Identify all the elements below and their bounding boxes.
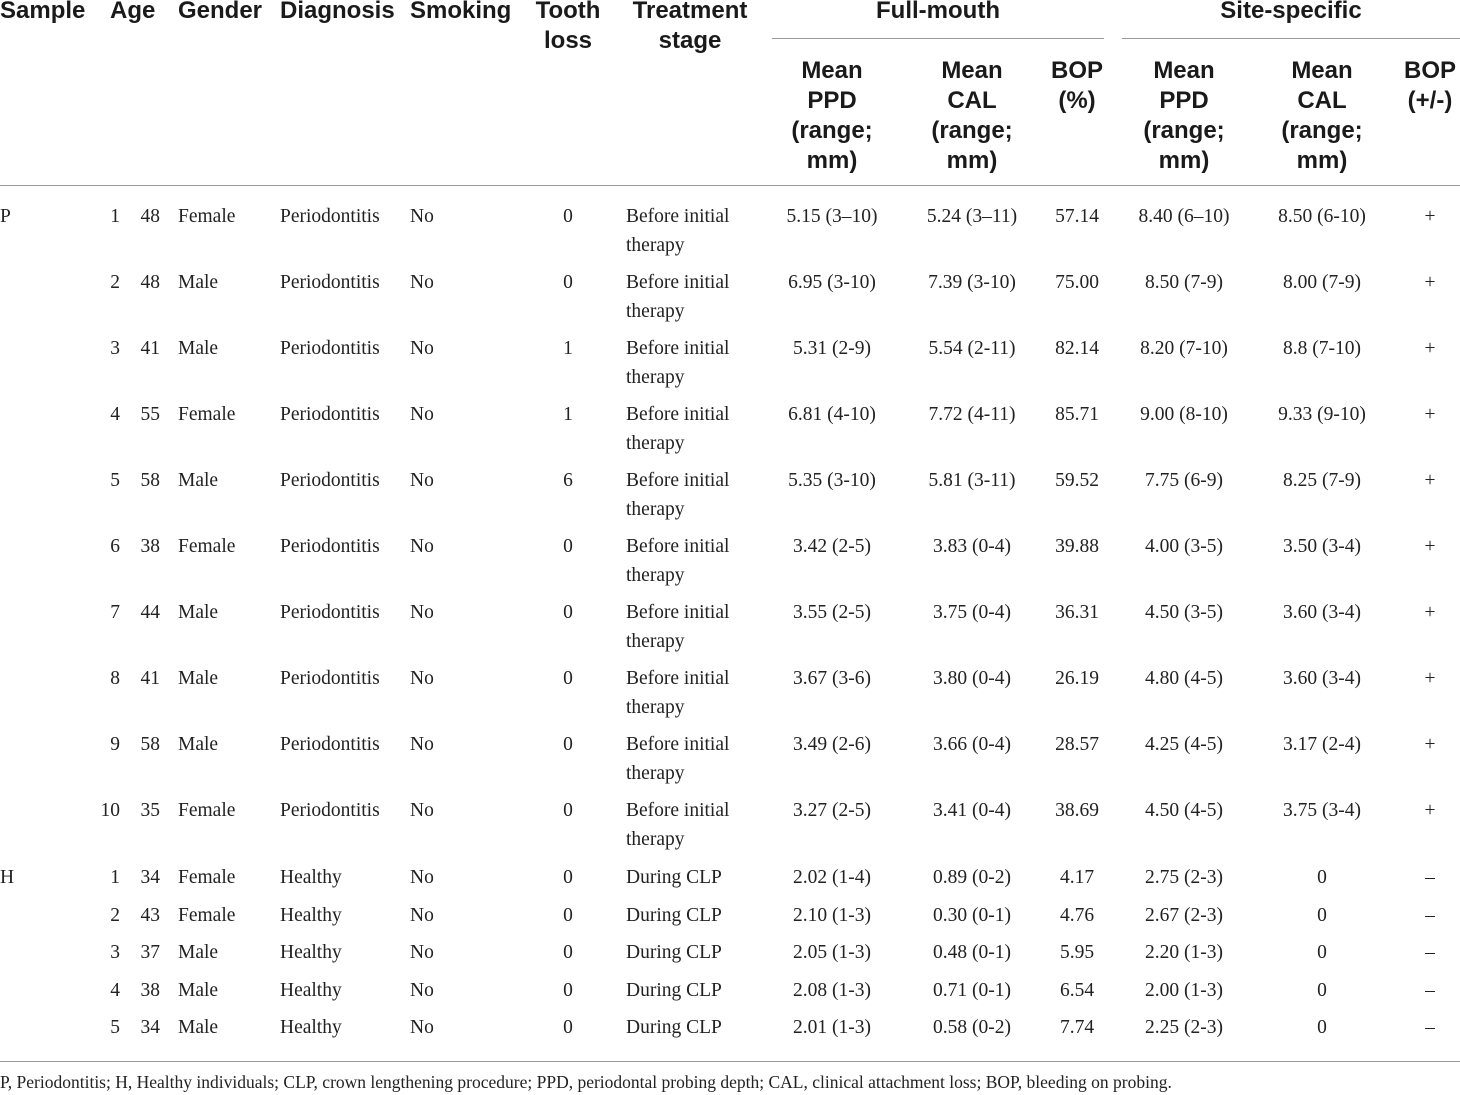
cell-num: 1	[110, 206, 120, 227]
cell-tooth-loss: 0	[563, 206, 573, 227]
cell-smoking: No	[410, 272, 434, 293]
cell-fm-bop: 57.14	[1055, 206, 1099, 227]
cell-stage1: During CLP	[626, 867, 722, 888]
cell-diagnosis: Healthy	[280, 980, 342, 1001]
cell-tooth-loss: 0	[563, 1017, 573, 1038]
header-ss-ppd-line: mm)	[1158, 147, 1210, 174]
header-fm-bop-line: BOP	[1050, 57, 1103, 84]
cell-ss-bop: +	[1424, 272, 1436, 293]
cell-fm-ppd: 2.05 (1-3)	[793, 942, 871, 963]
cell-num: 4	[110, 980, 120, 1001]
cell-fm-ppd: 5.35 (3-10)	[788, 470, 876, 491]
cell-smoking: No	[410, 536, 434, 557]
cell-smoking: No	[410, 668, 434, 689]
cell-tooth-loss: 0	[563, 867, 573, 888]
cell-ss-ppd: 8.40 (6–10)	[1138, 206, 1230, 227]
cell-fm-cal: 0.30 (0-1)	[933, 905, 1011, 926]
cell-ss-ppd: 4.25 (4-5)	[1145, 734, 1223, 755]
cell-stage1: Before initial	[626, 602, 730, 623]
cell-age: 38	[140, 980, 160, 1001]
header-treatment-2: stage	[658, 27, 722, 54]
header-age: Age	[110, 0, 156, 24]
cell-fm-bop: 75.00	[1055, 272, 1099, 293]
cell-ss-cal: 3.17 (2-4)	[1283, 734, 1361, 755]
header-ss-cal-line: CAL	[1297, 87, 1347, 114]
cell-tooth-loss: 0	[563, 536, 573, 557]
cell-stage2: therapy	[626, 499, 685, 520]
cell-ss-ppd: 4.80 (4-5)	[1145, 668, 1223, 689]
cell-fm-bop: 26.19	[1055, 668, 1099, 689]
cell-stage2: therapy	[626, 235, 685, 256]
header-fm-ppd-line: mm)	[806, 147, 858, 174]
cell-tooth-loss: 0	[563, 734, 573, 755]
cell-ss-ppd: 2.67 (2-3)	[1145, 905, 1223, 926]
cell-fm-cal: 3.83 (0-4)	[933, 536, 1011, 557]
cell-fm-cal: 3.41 (0-4)	[933, 800, 1011, 821]
cell-group: H	[0, 867, 15, 888]
header-fm-cal-line: Mean	[941, 57, 1003, 84]
table-bottom-rule	[0, 1061, 1460, 1062]
cell-gender: Female	[178, 905, 236, 926]
cell-ss-ppd: 8.50 (7-9)	[1145, 272, 1223, 293]
cell-ss-bop: +	[1424, 800, 1436, 821]
cell-gender: Female	[178, 536, 236, 557]
header-tooth-loss-2: loss	[543, 27, 593, 54]
cell-diagnosis: Periodontitis	[280, 404, 380, 425]
cell-num: 3	[110, 942, 120, 963]
cell-fm-bop: 4.17	[1059, 867, 1095, 888]
cell-ss-bop: +	[1424, 338, 1436, 359]
cell-ss-ppd: 4.50 (3-5)	[1145, 602, 1223, 623]
cell-stage1: During CLP	[626, 942, 722, 963]
cell-age: 48	[140, 206, 160, 227]
cell-ss-bop: +	[1424, 668, 1436, 689]
cell-group: P	[0, 206, 11, 227]
cell-diagnosis: Healthy	[280, 905, 342, 926]
cell-smoking: No	[410, 867, 434, 888]
cell-ss-cal: 3.60 (3-4)	[1283, 668, 1361, 689]
cell-ss-bop: –	[1425, 905, 1435, 926]
cell-stage1: Before initial	[626, 470, 730, 491]
cell-diagnosis: Periodontitis	[280, 536, 380, 557]
cell-stage1: Before initial	[626, 206, 730, 227]
cell-ss-cal: 0	[1317, 1017, 1327, 1038]
header-ss-bop	[1392, 56, 1460, 116]
cell-ss-ppd: 2.75 (2-3)	[1145, 867, 1223, 888]
header-full-mouth: Full-mouth	[876, 0, 1000, 24]
cell-fm-cal: 5.24 (3–11)	[926, 206, 1018, 227]
cell-ss-bop: +	[1424, 404, 1436, 425]
cell-fm-cal: 0.48 (0-1)	[933, 942, 1011, 963]
cell-smoking: No	[410, 602, 434, 623]
cell-age: 34	[140, 867, 160, 888]
cell-ss-cal: 3.60 (3-4)	[1283, 602, 1361, 623]
cell-ss-cal: 8.00 (7-9)	[1283, 272, 1361, 293]
cell-smoking: No	[410, 905, 434, 926]
cell-num: 9	[110, 734, 120, 755]
cell-ss-bop: –	[1425, 867, 1435, 888]
cell-fm-ppd: 3.27 (2-5)	[793, 800, 871, 821]
cell-diagnosis: Periodontitis	[280, 800, 380, 821]
cell-age: 37	[140, 942, 160, 963]
header-tooth-loss-1: Tooth	[535, 0, 601, 24]
header-ss-bop-line: (+/-)	[1407, 87, 1453, 114]
cell-fm-cal: 0.89 (0-2)	[933, 867, 1011, 888]
header-fm-cal-line: mm)	[946, 147, 998, 174]
cell-ss-ppd: 2.25 (2-3)	[1145, 1017, 1223, 1038]
cell-fm-ppd: 3.42 (2-5)	[793, 536, 871, 557]
cell-fm-cal: 5.54 (2-11)	[928, 338, 1016, 359]
cell-gender: Female	[178, 800, 236, 821]
header-ss-bop-line: BOP	[1403, 57, 1456, 84]
cell-age: 55	[140, 404, 160, 425]
cell-fm-ppd: 3.49 (2-6)	[793, 734, 871, 755]
cell-num: 3	[110, 338, 120, 359]
cell-ss-cal: 0	[1317, 867, 1327, 888]
cell-age: 34	[140, 1017, 160, 1038]
cell-fm-bop: 39.88	[1055, 536, 1099, 557]
cell-diagnosis: Healthy	[280, 867, 342, 888]
cell-smoking: No	[410, 206, 434, 227]
cell-stage1: Before initial	[626, 734, 730, 755]
header-fm-cal-line: (range;	[931, 117, 1013, 144]
cell-age: 41	[140, 338, 160, 359]
cell-num: 2	[110, 272, 120, 293]
cell-stage1: Before initial	[626, 668, 730, 689]
header-ss-ppd	[1124, 56, 1244, 176]
cell-tooth-loss: 0	[563, 602, 573, 623]
cell-ss-cal: 9.33 (9-10)	[1278, 404, 1366, 425]
cell-fm-ppd: 2.02 (1-4)	[793, 867, 871, 888]
cell-fm-cal: 3.66 (0-4)	[933, 734, 1011, 755]
site-specific-rule	[1122, 38, 1460, 39]
cell-smoking: No	[410, 1017, 434, 1038]
cell-stage2: therapy	[626, 631, 685, 652]
cell-diagnosis: Periodontitis	[280, 668, 380, 689]
cell-ss-cal: 3.75 (3-4)	[1283, 800, 1361, 821]
cell-ss-bop: –	[1425, 1017, 1435, 1038]
cell-num: 10	[100, 800, 120, 821]
cell-ss-bop: +	[1424, 206, 1436, 227]
cell-diagnosis: Healthy	[280, 942, 342, 963]
cell-fm-ppd: 5.31 (2-9)	[793, 338, 871, 359]
table-footnote: P, Periodontitis; H, Healthy individuals; CLP, crown lengthening procedure; PPD, periodontal probing depth; CAL, clinical attachment loss; BOP, bleeding on probing.	[0, 1072, 1172, 1092]
cell-age: 58	[140, 734, 160, 755]
cell-stage1: Before initial	[626, 338, 730, 359]
cell-fm-bop: 36.31	[1055, 602, 1099, 623]
cell-age: 43	[140, 905, 160, 926]
cell-ss-cal: 0	[1317, 980, 1327, 1001]
cell-stage1: Before initial	[626, 800, 730, 821]
header-site-specific: Site-specific	[1220, 0, 1362, 24]
cell-ss-bop: –	[1425, 980, 1435, 1001]
cell-fm-cal: 7.39 (3-10)	[928, 272, 1016, 293]
cell-fm-ppd: 6.95 (3-10)	[788, 272, 876, 293]
header-treatment-1: Treatment	[632, 0, 748, 24]
cell-ss-bop: +	[1424, 470, 1436, 491]
cell-fm-bop: 38.69	[1055, 800, 1099, 821]
cell-tooth-loss: 0	[563, 980, 573, 1001]
cell-diagnosis: Periodontitis	[280, 602, 380, 623]
cell-tooth-loss: 6	[563, 470, 573, 491]
full-mouth-rule	[772, 38, 1104, 39]
cell-num: 8	[110, 668, 120, 689]
cell-stage2: therapy	[626, 301, 685, 322]
header-ss-cal-line: Mean	[1291, 57, 1353, 84]
cell-stage2: therapy	[626, 367, 685, 388]
cell-diagnosis: Periodontitis	[280, 734, 380, 755]
cell-tooth-loss: 0	[563, 272, 573, 293]
cell-age: 41	[140, 668, 160, 689]
cell-ss-ppd: 9.00 (8-10)	[1140, 404, 1228, 425]
cell-stage1: During CLP	[626, 1017, 722, 1038]
header-gender: Gender	[178, 0, 263, 24]
cell-fm-cal: 0.71 (0-1)	[933, 980, 1011, 1001]
cell-stage1: During CLP	[626, 905, 722, 926]
header-ss-ppd-line: Mean	[1153, 57, 1215, 84]
header-diagnosis: Diagnosis	[280, 0, 395, 24]
cell-tooth-loss: 0	[563, 942, 573, 963]
cell-gender: Male	[178, 338, 219, 359]
cell-ss-ppd: 4.50 (4-5)	[1145, 800, 1223, 821]
cell-fm-ppd: 5.15 (3–10)	[786, 206, 878, 227]
cell-fm-bop: 82.14	[1055, 338, 1099, 359]
cell-ss-cal: 8.25 (7-9)	[1283, 470, 1361, 491]
cell-smoking: No	[410, 404, 434, 425]
cell-num: 7	[110, 602, 120, 623]
cell-fm-ppd: 2.10 (1-3)	[793, 905, 871, 926]
cell-age: 44	[140, 602, 160, 623]
cell-age: 35	[140, 800, 160, 821]
cell-ss-bop: +	[1424, 536, 1436, 557]
header-fm-cal	[912, 56, 1032, 176]
cell-gender: Male	[178, 942, 219, 963]
cell-age: 58	[140, 470, 160, 491]
cell-fm-bop: 59.52	[1055, 470, 1099, 491]
cell-tooth-loss: 0	[563, 905, 573, 926]
cell-age: 38	[140, 536, 160, 557]
cell-tooth-loss: 0	[563, 800, 573, 821]
cell-fm-ppd: 3.55 (2-5)	[793, 602, 871, 623]
header-ss-ppd-line: PPD	[1159, 87, 1209, 114]
cell-fm-cal: 3.80 (0-4)	[933, 668, 1011, 689]
cell-ss-cal: 3.50 (3-4)	[1283, 536, 1361, 557]
header-bottom-rule	[0, 185, 1460, 186]
cell-tooth-loss: 1	[563, 404, 573, 425]
header-fm-ppd-line: (range;	[791, 117, 873, 144]
cell-smoking: No	[410, 470, 434, 491]
cell-stage1: Before initial	[626, 272, 730, 293]
cell-ss-cal: 8.8 (7-10)	[1283, 338, 1361, 359]
cell-gender: Male	[178, 734, 219, 755]
cell-age: 48	[140, 272, 160, 293]
header-ss-cal-line: (range;	[1281, 117, 1363, 144]
cell-stage2: therapy	[626, 697, 685, 718]
cell-fm-bop: 6.54	[1059, 980, 1095, 1001]
cell-ss-bop: +	[1424, 734, 1436, 755]
cell-fm-ppd: 3.67 (3-6)	[793, 668, 871, 689]
cell-ss-cal: 0	[1317, 942, 1327, 963]
cell-fm-ppd: 2.08 (1-3)	[793, 980, 871, 1001]
cell-num: 1	[110, 867, 120, 888]
cell-gender: Male	[178, 272, 219, 293]
cell-fm-cal: 5.81 (3-11)	[928, 470, 1016, 491]
header-sample: Sample	[0, 0, 86, 24]
cell-stage1: During CLP	[626, 980, 722, 1001]
cell-fm-bop: 28.57	[1055, 734, 1099, 755]
cell-fm-bop: 4.76	[1059, 905, 1095, 926]
cell-diagnosis: Periodontitis	[280, 470, 380, 491]
cell-stage2: therapy	[626, 433, 685, 454]
cell-num: 2	[110, 905, 120, 926]
header-fm-ppd-line: PPD	[807, 87, 857, 114]
header-fm-ppd	[772, 56, 892, 176]
header-fm-cal-line: CAL	[947, 87, 997, 114]
cell-gender: Male	[178, 470, 219, 491]
cell-ss-ppd: 2.00 (1-3)	[1145, 980, 1223, 1001]
cell-stage1: Before initial	[626, 536, 730, 557]
cell-diagnosis: Healthy	[280, 1017, 342, 1038]
cell-fm-cal: 0.58 (0-2)	[933, 1017, 1011, 1038]
header-fm-ppd-line: Mean	[801, 57, 863, 84]
cell-num: 5	[110, 470, 120, 491]
header-fm-bop-line: (%)	[1058, 87, 1096, 114]
cell-smoking: No	[410, 942, 434, 963]
cell-diagnosis: Periodontitis	[280, 206, 380, 227]
cell-fm-bop: 85.71	[1055, 404, 1099, 425]
cell-stage2: therapy	[626, 763, 685, 784]
cell-smoking: No	[410, 980, 434, 1001]
header-ss-ppd-line: (range;	[1143, 117, 1225, 144]
cell-ss-bop: –	[1425, 942, 1435, 963]
cell-ss-cal: 8.50 (6-10)	[1278, 206, 1366, 227]
header-ss-cal-line: mm)	[1296, 147, 1348, 174]
cell-ss-ppd: 7.75 (6-9)	[1145, 470, 1223, 491]
cell-smoking: No	[410, 800, 434, 821]
cell-ss-ppd: 2.20 (1-3)	[1145, 942, 1223, 963]
cell-fm-cal: 7.72 (4-11)	[928, 404, 1016, 425]
cell-diagnosis: Periodontitis	[280, 272, 380, 293]
cell-stage2: therapy	[626, 829, 685, 850]
cell-stage2: therapy	[626, 565, 685, 586]
cell-gender: Female	[178, 206, 236, 227]
cell-num: 5	[110, 1017, 120, 1038]
cell-gender: Male	[178, 1017, 219, 1038]
cell-diagnosis: Periodontitis	[280, 338, 380, 359]
cell-smoking: No	[410, 734, 434, 755]
cell-gender: Female	[178, 867, 236, 888]
header-smoking: Smoking	[410, 0, 512, 24]
cell-gender: Female	[178, 404, 236, 425]
cell-gender: Male	[178, 602, 219, 623]
cell-tooth-loss: 1	[563, 338, 573, 359]
cell-gender: Male	[178, 980, 219, 1001]
cell-ss-bop: +	[1424, 602, 1436, 623]
cell-num: 4	[110, 404, 120, 425]
cell-fm-bop: 5.95	[1059, 942, 1095, 963]
cell-ss-ppd: 4.00 (3-5)	[1145, 536, 1223, 557]
cell-gender: Male	[178, 668, 219, 689]
cell-fm-bop: 7.74	[1059, 1017, 1095, 1038]
cell-smoking: No	[410, 338, 434, 359]
header-ss-cal	[1262, 56, 1382, 176]
cell-tooth-loss: 0	[563, 668, 573, 689]
cell-ss-ppd: 8.20 (7-10)	[1140, 338, 1228, 359]
cell-stage1: Before initial	[626, 404, 730, 425]
cell-fm-ppd: 6.81 (4-10)	[788, 404, 876, 425]
cell-fm-ppd: 2.01 (1-3)	[793, 1017, 871, 1038]
cell-fm-cal: 3.75 (0-4)	[933, 602, 1011, 623]
cell-num: 6	[110, 536, 120, 557]
header-fm-bop	[1040, 56, 1114, 116]
cell-ss-cal: 0	[1317, 905, 1327, 926]
